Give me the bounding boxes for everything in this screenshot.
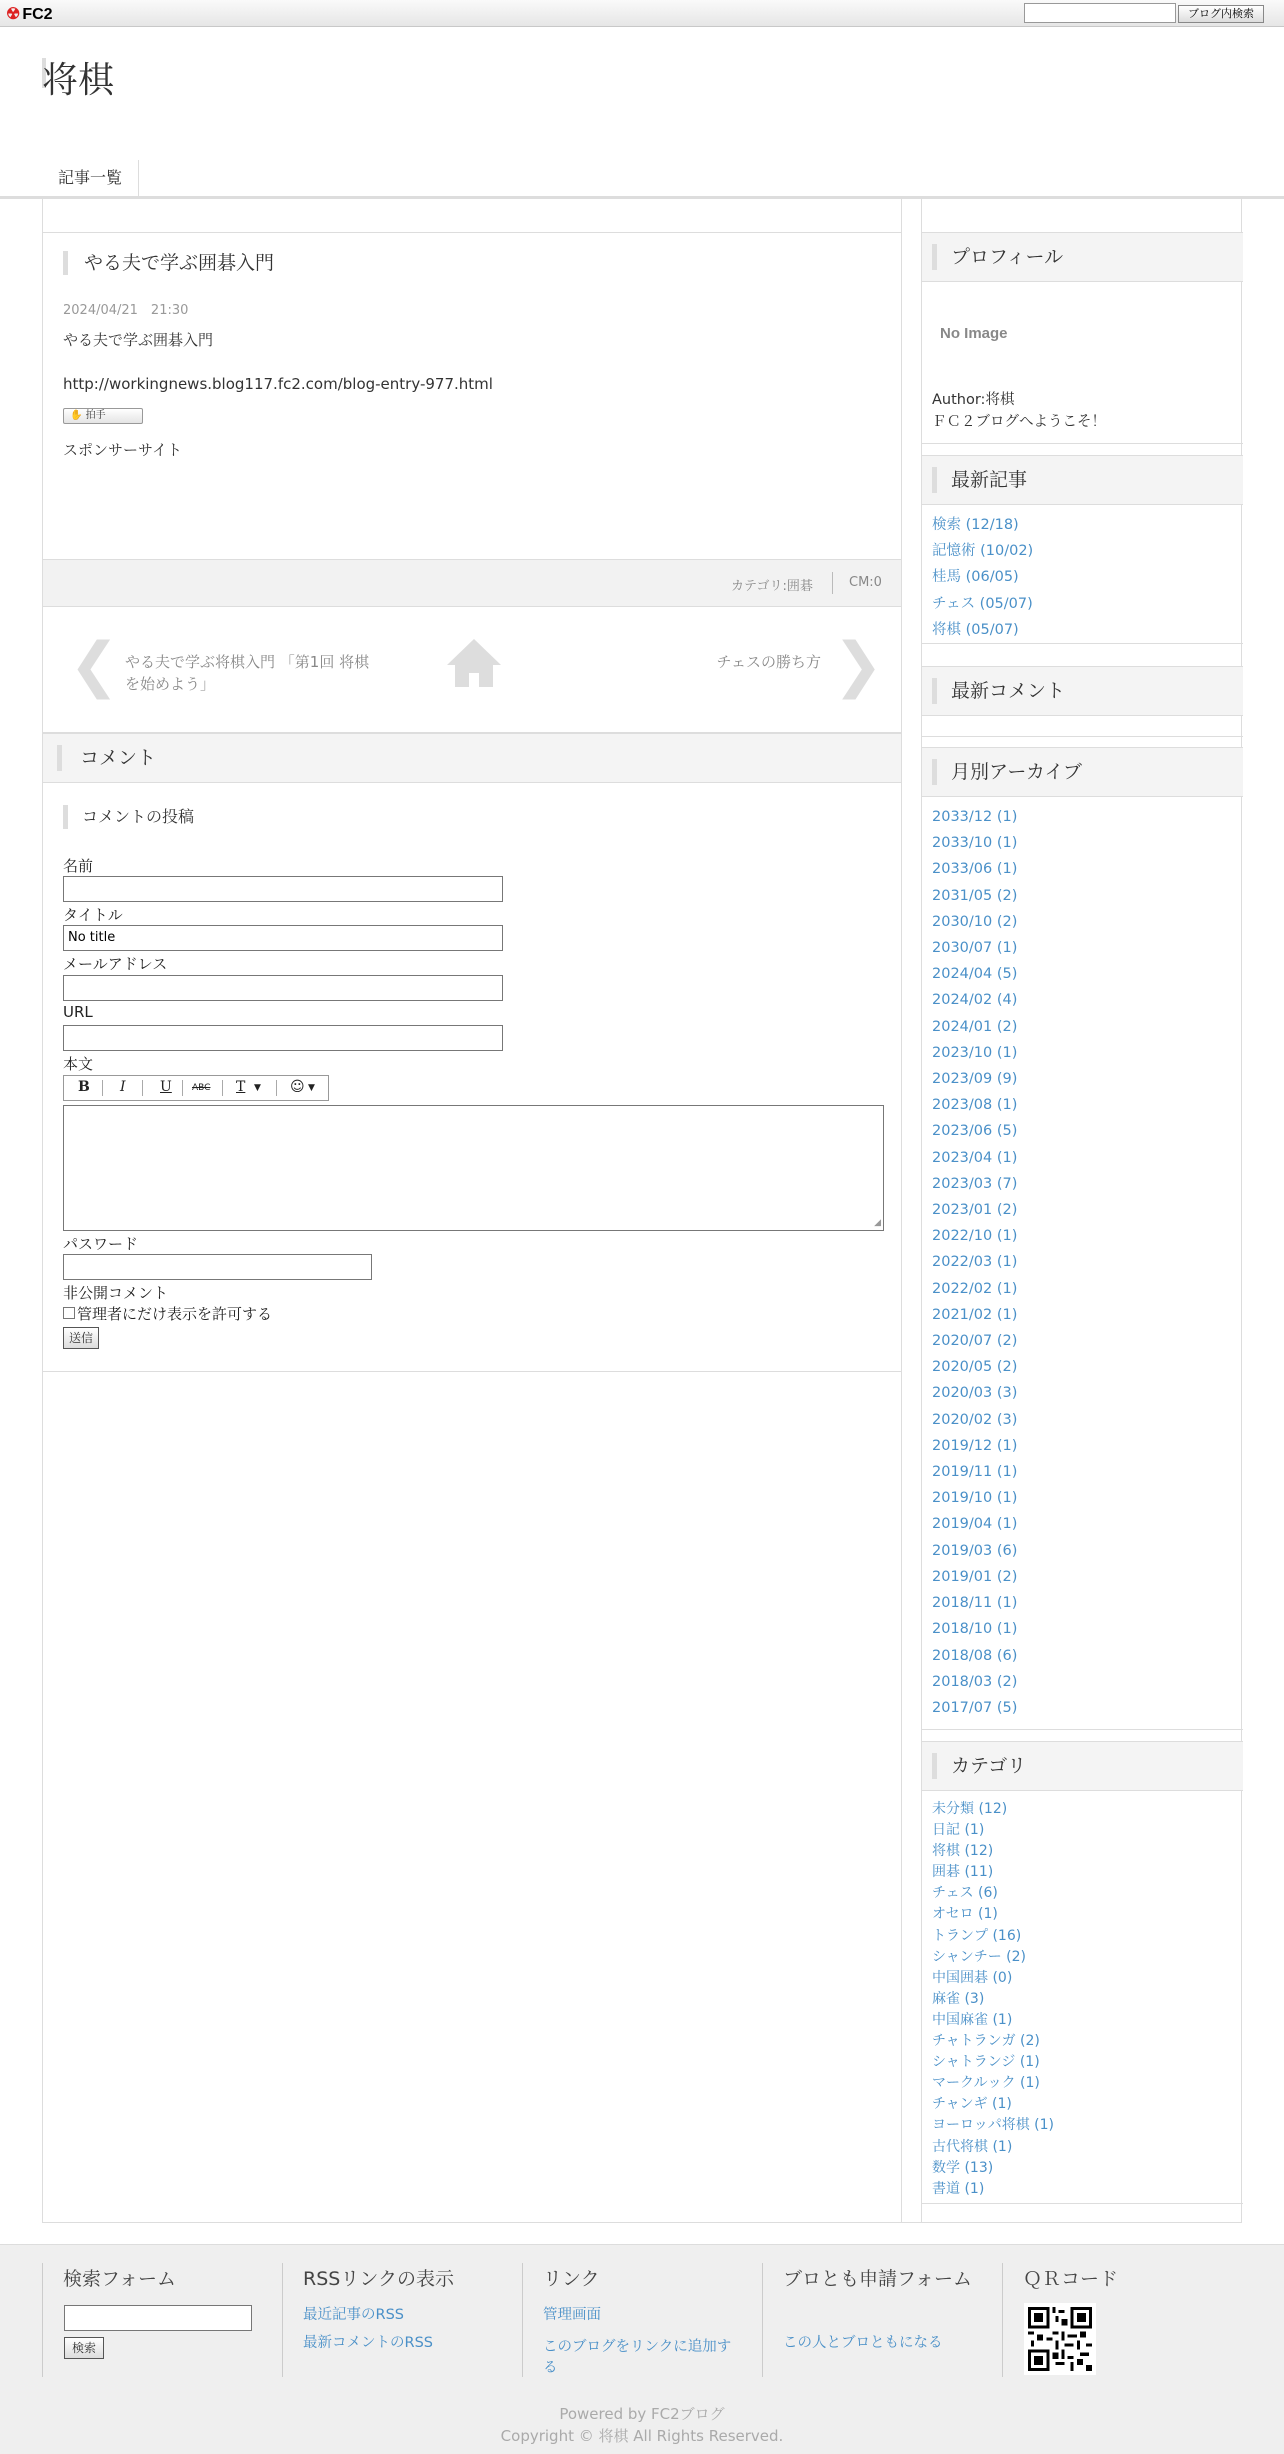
- comment-form-heading: コメントの投稿: [63, 805, 194, 829]
- list-item-link[interactable]: 2023/04 (1): [932, 1149, 1018, 1166]
- content-wrapper: [42, 199, 1242, 2223]
- private-comment-label: 非公開コメント: [63, 1284, 169, 1302]
- divider: [522, 2263, 523, 2377]
- divider: [142, 1080, 143, 1096]
- list-item-link[interactable]: 2019/03 (6): [932, 1542, 1018, 1559]
- entry-pager: [43, 607, 901, 733]
- body-label: 本文: [63, 1055, 94, 1073]
- list-item[interactable]: [932, 830, 1017, 856]
- list-item-link[interactable]: 2023/01 (2): [932, 1202, 1018, 1219]
- list-item-link[interactable]: 2023/08 (1): [932, 1097, 1018, 1114]
- list-item-link[interactable]: 2018/08 (6): [932, 1647, 1018, 1664]
- list-item-link[interactable]: 2033/10 (1): [932, 835, 1018, 852]
- list-item-link[interactable]: 2020/02 (3): [932, 1411, 1018, 1428]
- recent-entries-list: [932, 512, 1033, 643]
- list-item[interactable]: [932, 1328, 1017, 1354]
- font-button[interactable]: T: [236, 1079, 246, 1095]
- entry-title[interactable]: やる夫で学ぶ囲碁入門: [63, 251, 274, 275]
- name-label: 名前: [63, 857, 94, 875]
- profile-text: [932, 389, 1106, 433]
- list-item-link[interactable]: 2023/06 (5): [932, 1123, 1018, 1140]
- list-item-link[interactable]: 2017/07 (5): [932, 1699, 1018, 1716]
- title-label: タイトル: [63, 906, 123, 924]
- rss-comments-link[interactable]: 最新コメントのRSS: [303, 2335, 433, 2351]
- list-item[interactable]: チェス (05/07): [932, 595, 1033, 612]
- list-item[interactable]: [932, 804, 1017, 830]
- divider: [922, 643, 1243, 644]
- blog-search-button[interactable]: ブログ内検索: [1178, 5, 1264, 23]
- next-entry-link[interactable]: チェスの勝ち方: [716, 653, 821, 671]
- divider: [922, 736, 1243, 737]
- list-item-link[interactable]: 中国囲碁 (0): [932, 1969, 1013, 1986]
- mail-label: メールアドレス: [63, 955, 168, 973]
- prev-arrow-icon[interactable]: ❮: [69, 630, 120, 700]
- list-item[interactable]: [932, 961, 1017, 987]
- fc2-toolbar: [0, 0, 1284, 27]
- divider: [43, 232, 901, 233]
- list-item[interactable]: [932, 1171, 1017, 1197]
- qr-code: [1024, 2303, 1096, 2375]
- blog-title[interactable]: 将棋: [42, 60, 115, 101]
- list-item[interactable]: [932, 1538, 1017, 1564]
- category-list: [932, 1799, 1054, 2200]
- list-item[interactable]: [932, 2094, 1054, 2115]
- list-item-link[interactable]: チェス (6): [932, 1885, 998, 1902]
- list-item[interactable]: [932, 1485, 1017, 1511]
- list-item-link[interactable]: 麻雀 (3): [932, 1990, 985, 2007]
- list-item-link[interactable]: 2018/11 (1): [932, 1595, 1018, 1612]
- list-item[interactable]: [932, 1862, 1054, 1883]
- fc2-logo-text: FC2: [22, 6, 53, 23]
- divider: [182, 1080, 183, 1096]
- list-item[interactable]: [932, 1799, 1054, 1820]
- footer-rss-heading: RSSリンクの表示: [303, 2268, 454, 2290]
- list-item-link[interactable]: 日記 (1): [932, 1822, 985, 1839]
- list-item-link[interactable]: 未分類 (12): [932, 1801, 1008, 1817]
- list-item-link[interactable]: 2022/02 (1): [932, 1280, 1018, 1297]
- bold-button[interactable]: B: [78, 1079, 90, 1095]
- list-item-link[interactable]: トランプ (16): [932, 1927, 1022, 1944]
- footer-search-button[interactable]: 検索: [64, 2337, 104, 2359]
- list-item[interactable]: [932, 1066, 1017, 1092]
- entry-category-link[interactable]: カテゴリ:囲碁: [731, 579, 813, 594]
- list-item-link[interactable]: 2018/03 (2): [932, 1673, 1018, 1690]
- list-item-link[interactable]: 2024/04 (5): [932, 966, 1018, 983]
- list-item-link[interactable]: 2018/10 (1): [932, 1621, 1018, 1638]
- list-item[interactable]: [932, 1616, 1017, 1642]
- list-item[interactable]: [932, 1092, 1017, 1118]
- list-item-link[interactable]: 2019/12 (1): [932, 1437, 1018, 1454]
- list-item[interactable]: [932, 1968, 1054, 1989]
- divider: [102, 1080, 103, 1096]
- list-item[interactable]: [932, 1883, 1054, 1904]
- list-item-link[interactable]: 2024/02 (4): [932, 992, 1018, 1009]
- profile-heading-bar: [922, 232, 1243, 282]
- private-checkbox-label[interactable]: 管理者にだけ表示を許可する: [77, 1305, 273, 1323]
- list-item-link[interactable]: チャトランガ (2): [932, 2033, 1040, 2050]
- list-item-link[interactable]: 2030/07 (1): [932, 940, 1018, 957]
- list-item-link[interactable]: 数学 (13): [932, 2159, 994, 2176]
- list-item-link[interactable]: 将棋 (12): [932, 1843, 994, 1860]
- list-item[interactable]: [932, 987, 1017, 1013]
- prev-entry-link[interactable]: やる夫で学ぶ将棋入門 「第1回 将棋を始めよう」: [125, 653, 370, 693]
- list-item-link[interactable]: 2020/03 (3): [932, 1385, 1018, 1402]
- list-item-link[interactable]: シャトランジ (1): [932, 2054, 1040, 2071]
- divider: [832, 572, 833, 594]
- list-item-link[interactable]: 2022/03 (1): [932, 1254, 1018, 1271]
- divider: [42, 2263, 43, 2377]
- profile-message: ＦＣ２ブログへようこそ！: [932, 414, 1106, 430]
- archive-heading-bar: [922, 747, 1243, 797]
- divider: [922, 2203, 1243, 2204]
- list-item[interactable]: [932, 1564, 1017, 1590]
- list-item-link[interactable]: 2019/10 (1): [932, 1490, 1018, 1507]
- entry-body-link[interactable]: http://workingnews.blog117.fc2.com/blog-entry-977.html: [63, 375, 493, 393]
- list-item[interactable]: [932, 1459, 1017, 1485]
- list-item-link[interactable]: オセロ (1): [932, 1906, 998, 1923]
- list-item[interactable]: [932, 1118, 1017, 1144]
- list-item[interactable]: [932, 1223, 1017, 1249]
- list-item[interactable]: [932, 2052, 1054, 2073]
- password-field[interactable]: [63, 1254, 372, 1280]
- list-item[interactable]: [932, 1380, 1017, 1406]
- add-link-link[interactable]: このブログをリンクに追加する: [543, 2339, 732, 2376]
- footer-search-input[interactable]: [64, 2305, 252, 2331]
- profile-author: Author:将棋: [932, 392, 1015, 408]
- private-checkbox[interactable]: [63, 1307, 75, 1319]
- blog-search-input[interactable]: [1024, 3, 1176, 23]
- list-item[interactable]: [932, 2137, 1054, 2158]
- list-item[interactable]: [932, 1926, 1054, 1947]
- main-column: [43, 199, 902, 2223]
- list-item[interactable]: [932, 1947, 1054, 1968]
- list-item[interactable]: [932, 1820, 1054, 1841]
- list-item[interactable]: [932, 2115, 1054, 2136]
- list-item-link[interactable]: チャンギ (1): [932, 2096, 1012, 2113]
- admin-link[interactable]: 管理画面: [543, 2307, 601, 2323]
- list-item[interactable]: 将棋 (05/07): [932, 621, 1019, 638]
- recent-entries-heading: 最新記事: [932, 467, 1027, 493]
- list-item[interactable]: [932, 1841, 1054, 1862]
- name-field[interactable]: [63, 876, 503, 902]
- list-item-link[interactable]: 2019/01 (2): [932, 1568, 1018, 1585]
- profile-heading: プロフィール: [932, 244, 1063, 270]
- comments-heading: コメント: [57, 745, 156, 771]
- category-heading-bar: [922, 1741, 1243, 1791]
- fc2-logo[interactable]: [6, 4, 53, 24]
- list-item[interactable]: [932, 935, 1017, 961]
- underline-button[interactable]: U: [160, 1079, 172, 1095]
- recent-comments-heading-bar: [922, 666, 1243, 716]
- footer: [0, 2244, 1284, 2454]
- list-item[interactable]: [932, 2031, 1054, 2052]
- recent-comments-heading: 最新コメント: [932, 678, 1065, 704]
- list-item[interactable]: [932, 2179, 1054, 2200]
- comment-body-textarea[interactable]: [63, 1105, 884, 1231]
- list-item-link[interactable]: 2020/07 (2): [932, 1333, 1018, 1350]
- list-item-link[interactable]: ヨーロッパ将棋 (1): [932, 2117, 1055, 2134]
- entry-comment-count[interactable]: CM:0: [849, 575, 882, 590]
- strike-button[interactable]: ABC: [192, 1083, 211, 1093]
- list-item[interactable]: [932, 1433, 1017, 1459]
- list-item[interactable]: [932, 1695, 1017, 1721]
- next-arrow-icon[interactable]: ❯: [833, 630, 884, 700]
- title-field[interactable]: No title: [63, 925, 503, 951]
- list-item[interactable]: [932, 1014, 1017, 1040]
- divider: [222, 1080, 223, 1096]
- sponsor-text: スポンサーサイト: [63, 441, 182, 459]
- divider: [282, 2263, 283, 2377]
- editor-toolbar: [63, 1075, 329, 1101]
- list-item-link[interactable]: 2024/01 (2): [932, 1018, 1018, 1035]
- archive-list: [932, 804, 1017, 1721]
- password-label: パスワード: [63, 1235, 139, 1253]
- powered-by[interactable]: Powered by FC2ブログ: [559, 2405, 725, 2423]
- recent-entries-heading-bar: [922, 455, 1243, 505]
- mail-field[interactable]: [63, 975, 503, 1001]
- entry-body-text: やる夫で学ぶ囲碁入門: [63, 331, 214, 349]
- chevron-down-icon[interactable]: ▼: [254, 1083, 261, 1093]
- divider: [1002, 2263, 1003, 2377]
- list-item[interactable]: [932, 1197, 1017, 1223]
- list-item-link[interactable]: シャンチー (2): [932, 1948, 1027, 1965]
- list-item-link[interactable]: 2030/10 (2): [932, 913, 1018, 930]
- entry-date: 2024/04/21 21:30: [63, 303, 189, 318]
- comments-heading-bar: [43, 733, 901, 783]
- list-item-link[interactable]: 2023/09 (9): [932, 1071, 1018, 1088]
- list-item-link[interactable]: 2022/10 (1): [932, 1228, 1018, 1245]
- divider: [43, 1371, 901, 1372]
- list-item-link[interactable]: 2033/12 (1): [932, 809, 1018, 825]
- list-item[interactable]: [932, 1590, 1017, 1616]
- home-icon[interactable]: [445, 637, 503, 693]
- list-item-link[interactable]: マークルック (1): [932, 2075, 1040, 2092]
- sidebar: [921, 199, 1243, 2223]
- list-item-link[interactable]: 2019/04 (1): [932, 1516, 1018, 1533]
- list-item-link[interactable]: 2020/05 (2): [932, 1359, 1018, 1376]
- list-item-link[interactable]: 2021/02 (1): [932, 1306, 1018, 1323]
- url-label: URL: [63, 1003, 93, 1021]
- copyright: Copyright © 将棋 All Rights Reserved.: [500, 2427, 784, 2445]
- footer-friend-heading: ブロとも申請フォーム: [783, 2268, 973, 2290]
- list-item[interactable]: [932, 883, 1017, 909]
- list-item-link[interactable]: 2023/03 (7): [932, 1175, 1018, 1192]
- list-item[interactable]: [932, 2158, 1054, 2179]
- list-item[interactable]: [932, 1276, 1017, 1302]
- list-item[interactable]: [932, 1249, 1017, 1275]
- footer-links-heading: リンク: [543, 2268, 600, 2290]
- list-item[interactable]: [932, 1145, 1017, 1171]
- chevron-down-icon[interactable]: ▼: [308, 1083, 315, 1093]
- profile-avatar: No Image: [940, 325, 1008, 342]
- list-item-link[interactable]: 2033/06 (1): [932, 861, 1018, 878]
- list-item[interactable]: 記憶術 (10/02): [932, 543, 1034, 560]
- clap-label: 拍手: [85, 410, 106, 421]
- entry-footer: [43, 559, 901, 607]
- list-item[interactable]: [932, 1989, 1054, 2010]
- list-item-link[interactable]: 2019/11 (1): [932, 1464, 1018, 1481]
- list-item[interactable]: [932, 1354, 1017, 1380]
- list-item[interactable]: 桂馬 (06/05): [932, 569, 1019, 586]
- list-item-link[interactable]: 書道 (1): [932, 2180, 985, 2197]
- archive-heading: 月別アーカイブ: [932, 759, 1082, 785]
- clap-icon: ✋: [70, 410, 83, 421]
- list-item[interactable]: [932, 1302, 1017, 1328]
- divider: [762, 2263, 763, 2377]
- list-item-link[interactable]: 古代将棋 (1): [932, 2138, 1013, 2155]
- list-item[interactable]: [932, 1407, 1017, 1433]
- list-item-link[interactable]: 2023/10 (1): [932, 1044, 1018, 1061]
- list-item[interactable]: 検索 (12/18): [932, 517, 1019, 533]
- divider: [922, 443, 1243, 444]
- list-item-link[interactable]: 囲碁 (11): [932, 1864, 994, 1881]
- list-item[interactable]: [932, 2010, 1054, 2031]
- list-item[interactable]: [932, 856, 1017, 882]
- nav-item-entries[interactable]: 記事一覧: [42, 160, 139, 196]
- list-item[interactable]: [932, 2073, 1054, 2094]
- divider: [276, 1080, 277, 1096]
- clap-button[interactable]: [63, 408, 143, 424]
- fc2-logo-icon: ☢: [6, 6, 21, 23]
- submit-button[interactable]: 送信: [63, 1327, 99, 1349]
- emoji-button[interactable]: ☺: [290, 1079, 305, 1095]
- url-field[interactable]: [63, 1025, 503, 1051]
- divider: [922, 1729, 1243, 1730]
- list-item[interactable]: [932, 909, 1017, 935]
- footer-qr-heading: ＱＲコード: [1023, 2268, 1119, 2290]
- list-item[interactable]: [932, 1040, 1017, 1066]
- list-item[interactable]: [932, 1511, 1017, 1537]
- list-item-link[interactable]: 中国麻雀 (1): [932, 2011, 1013, 2028]
- category-heading: カテゴリ: [932, 1753, 1026, 1779]
- list-item[interactable]: [932, 1669, 1017, 1695]
- list-item[interactable]: [932, 1904, 1054, 1925]
- entry-body: [63, 329, 493, 395]
- footer-search-heading: 検索フォーム: [63, 2268, 177, 2290]
- italic-button[interactable]: I: [120, 1079, 126, 1095]
- list-item-link[interactable]: 2031/05 (2): [932, 887, 1018, 904]
- rss-entries-link[interactable]: 最近記事のRSS: [303, 2307, 404, 2323]
- resize-grip-icon[interactable]: ◢: [874, 1218, 881, 1228]
- list-item[interactable]: [932, 1643, 1017, 1669]
- friend-request-link[interactable]: この人とブロともになる: [783, 2335, 943, 2351]
